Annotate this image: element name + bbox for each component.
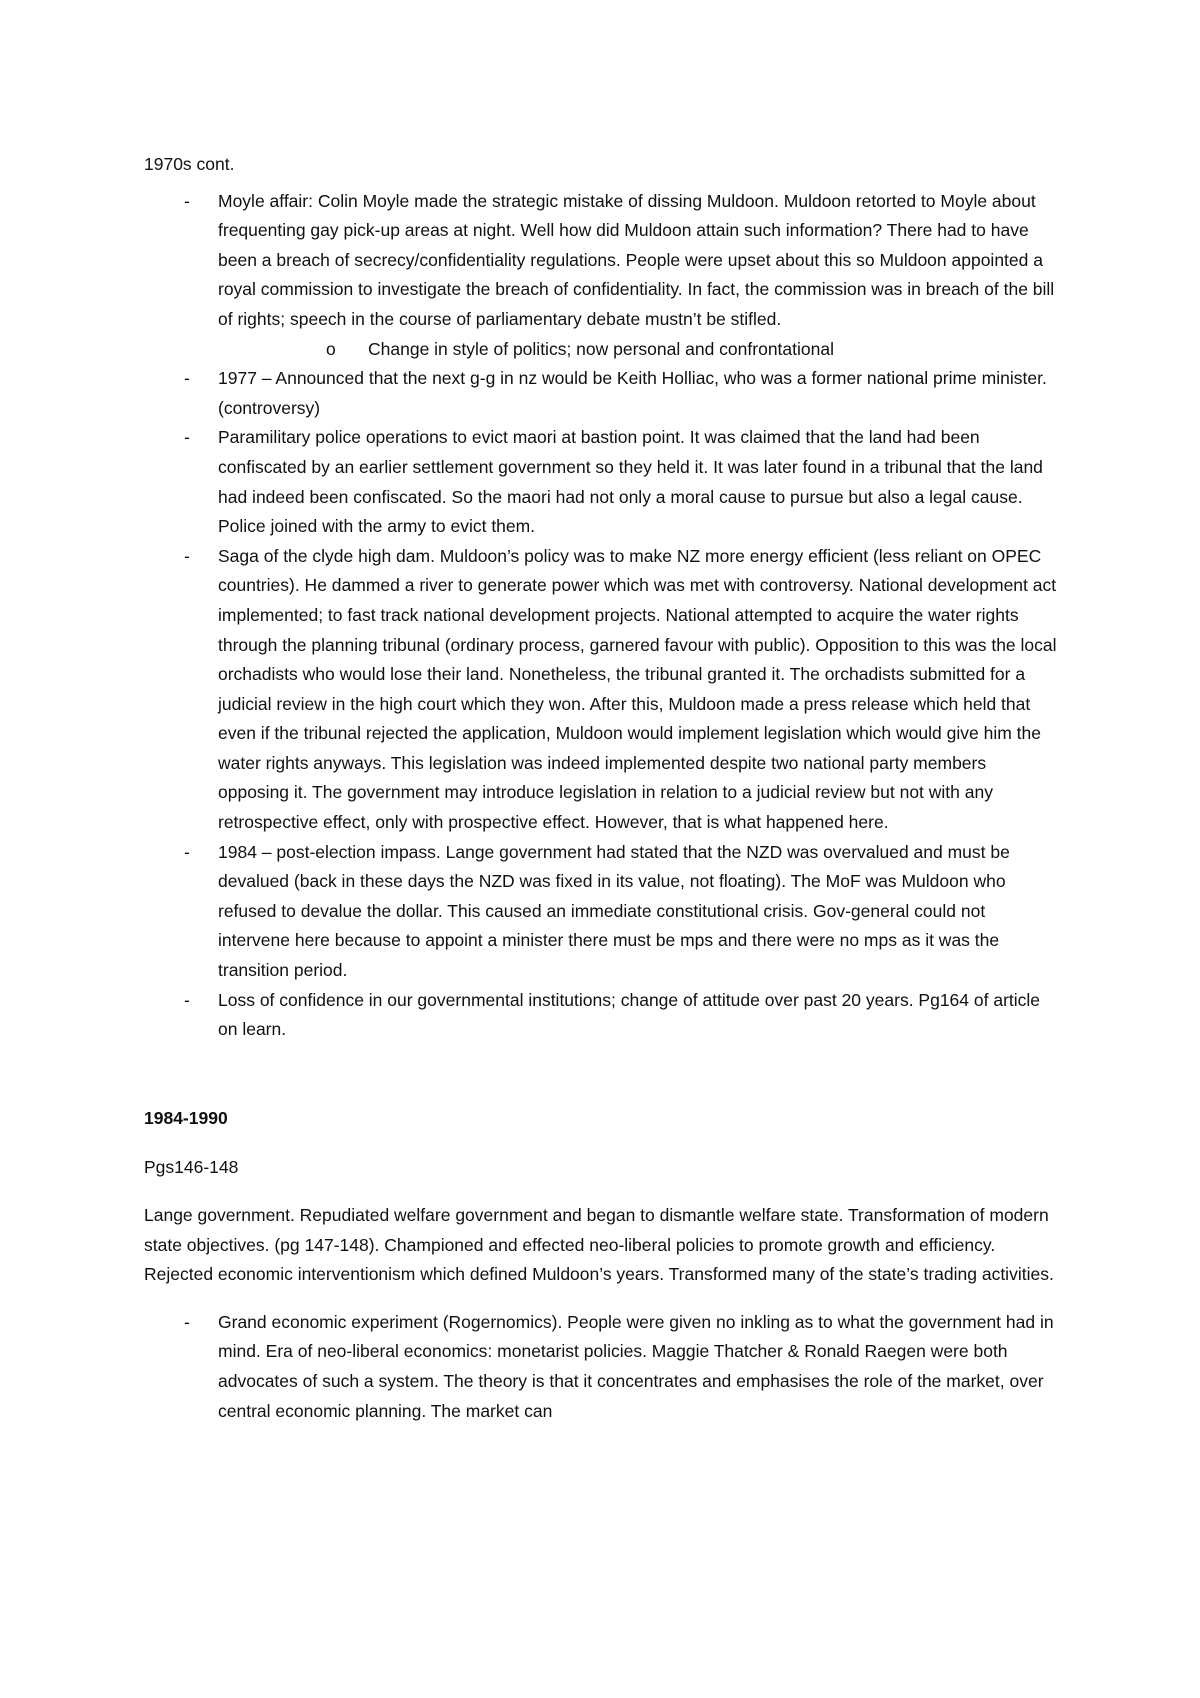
list-item: - 1977 – Announced that the next g-g in nz would be Keith Holliac, who was a former national prime minister. (controversy): [144, 364, 1060, 423]
intro-paragraph: Lange government. Repudiated welfare government and began to dismantle welfare state. Transformation of modern state objectives. (pg 147-148). Championed and effected neo-liberal policies to promote growth and efficiency. Rejected economic interventionism which defined Muldoon’s years. Transformed many of the state’s trading activities.: [144, 1205, 1054, 1285]
list-item: - Grand economic experiment (Rogernomics). People were given no inkling as to what the government had in mind. Era of neo-liberal economics: monetarist policies. Maggie Thatcher & Ronald Raegen were both advocates of such a system. The theory is that it concentrates and emphasises the role of the market, over central economic planning. The market can: [144, 1308, 1060, 1426]
list-item: - Paramilitary police operations to evict maori at bastion point. It was claimed that the land had been confiscated by an earlier settlement government so they held it. It was later found in a tribunal that the land had indeed been confiscated. So the maori had not only a moral cause to pursue but also a legal cause. Police joined with the army to evict them.: [144, 423, 1060, 541]
bullet-list-1984-1990: [144, 1308, 1060, 1426]
list-item: - Loss of confidence in our governmental institutions; change of attitude over past 20 years. Pg164 of article on learn.: [144, 986, 1060, 1045]
list-item: - 1984 – post-election impass. Lange government had stated that the NZD was overvalued and must be devalued (back in these days the NZD was fixed in its value, not floating). The MoF was Muldoon who refused to devalue the dollar. This caused an immediate constitutional crisis. Gov-general could not intervene here because to appoint a minister there must be mps and there were no mps as it was the transition period.: [144, 838, 1060, 986]
sub-bullet-list: [218, 335, 1060, 365]
section-spacer: [144, 1045, 1060, 1104]
section-heading-1970s: 1970s cont.: [144, 154, 235, 174]
page-reference: Pgs146-148: [144, 1157, 239, 1178]
bullet-list-1970s: [144, 187, 1060, 1045]
section-heading-1984-1990: 1984-1990: [144, 1107, 228, 1128]
list-item: - Saga of the clyde high dam. Muldoon’s policy was to make NZ more energy efficient (less reliant on OPEC countries). He dammed a river to generate power which was met with controversy. National development act implemented; to fast track national development projects. National attempted to acquire the water rights through the planning tribunal (ordinary process, garnered favour with public). Opposition to this was the local orchadists who would lose their land. Nonetheless, the tribunal granted it. The orchadists submitted for a judicial review in the high court which they won. After this, Muldoon made a press release which held that even if the tribunal rejected the application, Muldoon would implement legislation which would give him the water rights anyways. This legislation was indeed implemented despite two national party members opposing it. The government may introduce legislation in relation to a judicial review but not with any retrospective effect, only with prospective effect. However, that is what happened here.: [144, 542, 1060, 838]
sub-list-item: o Change in style of politics; now personal and confrontational: [218, 335, 1060, 365]
list-item: [144, 187, 1060, 365]
bullet-text: Moyle affair: Colin Moyle made the strategic mistake of dissing Muldoon. Muldoon retorted to Moyle about frequenting gay pick-up areas at night. Well how did Muldoon attain such information? There had to have been a breach of secrecy/confidentiality regulations. People were upset about this so Muldoon appointed a royal commission to investigate the breach of confidentiality. In fact, the commission was in breach of the bill of rights; speech in the course of parliamentary debate mustn’t be stifled.: [218, 190, 1055, 329]
